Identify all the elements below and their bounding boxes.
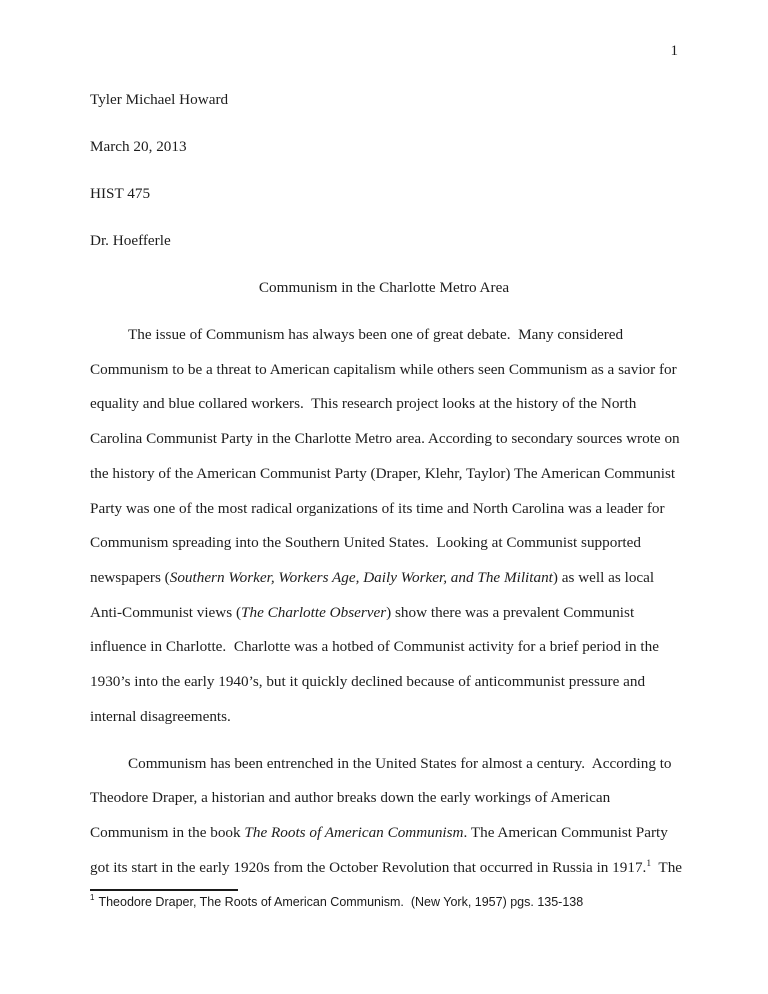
header-line: HIST 475 — [90, 185, 151, 202]
italic-text: The Charlotte Observer — [241, 603, 387, 621]
italic-text: Southern Worker, Workers Age, Daily Worker, and The Militant — [169, 568, 553, 586]
text-line — [90, 596, 678, 631]
text-line — [90, 318, 678, 353]
title-block — [90, 271, 678, 306]
text-segment: influence in Charlotte. Charlotte was a hotbed of Communist activity for a brief period in the — [90, 638, 659, 656]
text-line — [90, 630, 678, 665]
text-segment: Communism in the book — [90, 824, 245, 842]
text-segment: Communism has been entrenched in the United States for almost a century. According to — [128, 754, 672, 772]
text-segment: Anti-Communist views ( — [90, 603, 242, 621]
text-line — [90, 781, 678, 816]
header-line: Dr. Hoefferle — [90, 232, 171, 249]
text-segment: ) show there was a prevalent Communist — [386, 603, 635, 621]
text-line — [90, 747, 678, 782]
text-segment: Theodore Draper, a historian and author breaks down the early workings of American — [90, 789, 611, 807]
document-title: Communism in the Charlotte Metro Area — [258, 279, 510, 296]
text-segment: The issue of Communism has always been one of great debate. Many considered — [128, 326, 624, 343]
text-segment: The — [651, 858, 683, 876]
footnote-area — [90, 889, 678, 911]
footnote — [90, 894, 678, 911]
header-line: Tyler Michael Howard — [90, 91, 229, 108]
document-content — [90, 83, 683, 911]
header-paragraph — [90, 224, 678, 259]
footnote-reference: 1 — [646, 858, 652, 869]
text-segment: equality and blue collared workers. This research project looks at the history of the North — [90, 395, 637, 413]
paragraph — [90, 318, 678, 734]
text-line — [90, 561, 678, 596]
text-segment: the history of the American Communist Party (Draper, Klehr, Taylor) The American Communist — [90, 464, 676, 482]
header-paragraph — [90, 177, 678, 212]
text-segment: internal disagreements. — [90, 707, 231, 725]
header-paragraph — [90, 130, 678, 165]
footnote-marker: 1 — [90, 893, 95, 903]
document-header — [90, 83, 678, 259]
text-line — [90, 457, 678, 492]
text-line — [90, 492, 678, 527]
text-segment: Carolina Communist Party in the Charlotte Metro area. According to secondary sources wrote on — [90, 430, 680, 448]
text-segment: newspapers ( — [90, 568, 170, 586]
text-segment: got its start in the early 1920s from the October Revolution that occurred in Russia in 1917. — [90, 858, 647, 876]
footnote-separator — [90, 889, 238, 891]
text-line — [90, 353, 678, 388]
text-line — [90, 665, 678, 700]
text-line — [90, 851, 683, 886]
text-line — [90, 816, 678, 851]
italic-text: The Roots of American Communism — [244, 824, 464, 842]
paragraph — [90, 747, 683, 886]
header-paragraph — [90, 83, 678, 118]
text-line — [90, 422, 678, 457]
text-segment: . The American Communist Party — [463, 824, 668, 842]
text-segment: Communism spreading into the Southern United States. Looking at Communist supported — [90, 534, 641, 552]
text-segment: Party was one of the most radical organizations of its time and North Carolina was a leader for — [90, 499, 665, 517]
text-line — [90, 700, 678, 735]
text-line — [90, 526, 678, 561]
footnote-text: Theodore Draper, The Roots of American Communism. (New York, 1957) pgs. 135-138 — [98, 894, 584, 909]
header-line: March 20, 2013 — [90, 138, 187, 155]
document-body — [90, 318, 683, 886]
page-number: 1 — [670, 43, 678, 59]
text-segment: 1930’s into the early 1940’s, but it quickly declined because of anticommunist pressure and — [90, 673, 646, 691]
text-line — [90, 387, 678, 422]
text-segment: Communism to be a threat to American capitalism while others seen Communism as a savior for — [90, 360, 677, 378]
text-segment: ) as well as local — [552, 568, 655, 586]
